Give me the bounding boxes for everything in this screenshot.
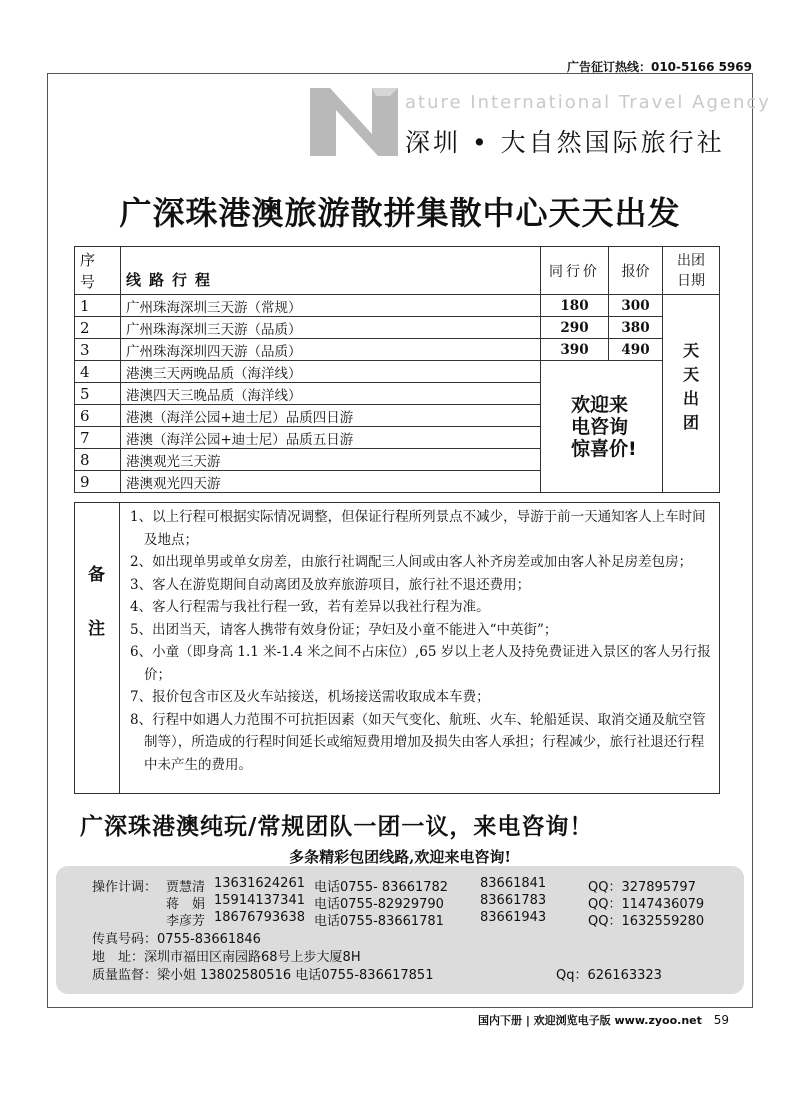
route-price-table [74,246,720,493]
operator-qq: QQ：1632559280 [588,914,705,929]
operator-name: 贾慧清 [166,880,206,895]
quote-price: 490 [609,339,663,361]
note-item: 5、出团当天，请客人携带有效身份证；孕妇及小童不能进入“中英街”； [130,621,558,638]
header-departure [663,247,720,295]
note-item: 7、报价包含市区及火车站接送，机场接送需收取成本车费； [130,689,490,705]
operator-name: 李彦芳 [166,914,206,929]
operator-mobile: 18676793638 [214,910,305,925]
route-name: 港澳观光三天游 [121,449,541,471]
table-row [75,295,720,317]
header-departure-label: 出团日期 [677,252,705,289]
quote-price: 380 [609,317,663,339]
departure-cell [663,295,720,493]
row-number: 4 [75,361,121,383]
notes-label [74,502,120,794]
note-item: 3、客人在游览期间自动离团及放弃旅游项目，旅行社不退还费用； [130,576,531,593]
operator-label: 操作计调： [92,880,158,895]
route-name: 港澳四天三晚品质（海洋线） [121,383,541,405]
route-name: 港澳三天两晚品质（海洋线） [121,361,541,383]
notes-label-char-1: 备 [88,565,105,585]
row-number: 2 [75,317,121,339]
row-number: 5 [75,383,121,405]
table-row [75,339,720,361]
operator-phone: 电话0755-82929790 [314,897,444,912]
header-seq [75,247,121,295]
operator-phone2: 83661841 [480,876,547,891]
table-row [75,361,720,383]
notes-list [130,506,715,776]
departure-daily: 天天出团 [682,341,699,432]
address: 地 址：深圳市福田区南园路68号上步大厦8H [92,950,361,965]
operator-qq: QQ：1147436079 [588,897,705,912]
note-item: 6、小童（即身高 1.1 米-1.4 米之间不占床位）,65 岁以上老人及持免费证进入景区的客人另行报价； [130,644,711,683]
quality-supervisor: 质量监督：梁小姐 13802580516 电话0755-836617851 [92,968,434,983]
note-item: 1、以上行程可根据实际情况调整，但保证行程所列景点不减少，导游于前一天通知客人上车时间及地点； [130,509,706,548]
note-item: 4、客人行程需与我社行程一致，若有差异以我社行程为准。 [130,599,490,615]
sub-promo: 多条精彩包团线路,欢迎来电咨询! [289,848,511,866]
operator-phone: 电话0755-83661781 [314,914,444,929]
header-quote: 报价 [609,247,663,295]
header-peer-price: 同行价 [541,247,609,295]
header-seq-label: 序号 [80,250,96,291]
contact-panel [56,866,744,994]
supervisor-qq: Qq：626163323 [556,968,662,983]
header-route: 线路行程 [121,247,541,295]
route-name: 广州珠海深圳四天游（品质） [121,339,541,361]
footer-divider [470,1007,750,1008]
route-name: 港澳（海洋公园+迪士尼）品质四日游 [121,405,541,427]
welcome-text: 欢迎来电咨询惊喜价! [571,393,637,460]
route-name: 广州珠海深圳三天游（品质） [121,317,541,339]
row-number: 1 [75,295,121,317]
row-number: 9 [75,471,121,493]
operator-name: 蒋 娟 [166,897,206,912]
footer [478,1012,729,1028]
peer-price: 390 [541,339,609,361]
operator-phone2: 83661783 [480,893,547,908]
route-name: 广州珠海深圳三天游（常规） [121,295,541,317]
promo-banner: 广深珠港澳纯玩/常规团队一团一议，来电咨询！ [80,814,594,840]
quote-price: 300 [609,295,663,317]
route-name: 港澳（海洋公园+迪士尼）品质五日游 [121,427,541,449]
table-header-row [75,247,720,295]
table-row [75,317,720,339]
ad-hotline: 广告征订热线：010-5166 5969 [566,60,752,74]
notes-label-char-2: 注 [88,619,105,639]
operator-qq: QQ：327895797 [588,880,696,895]
operator-mobile: 15914137341 [214,893,305,908]
operator-mobile: 13631624261 [214,876,305,891]
peer-price: 180 [541,295,609,317]
operator-phone2: 83661943 [480,910,547,925]
footer-text: 国内下册 | 欢迎浏览电子版 www.zyoo.net [478,1014,702,1027]
operator-phone: 电话0755- 83661782 [314,880,449,895]
route-name: 港澳观光四天游 [121,471,541,493]
peer-price: 290 [541,317,609,339]
fax-number: 传真号码：0755-83661846 [92,932,261,947]
row-number: 6 [75,405,121,427]
page-number: 59 [713,1013,730,1027]
row-number: 8 [75,449,121,471]
agency-name-chinese: 深圳 • 大自然国际旅行社 [405,128,725,157]
row-number: 3 [75,339,121,361]
page-title: 广深珠港澳旅游散拼集散中心天天出发 [119,194,681,232]
agency-name-english: ature International Travel Agency [405,92,771,113]
note-item: 8、行程中如遇人力范围不可抗拒因素（如天气变化、航班、火车、轮船延误、取消交通及航空管制等），所造成的行程时间延长或缩短费用增加及损失由客人承担；行程减少，旅行社退还行程中未产生的费用。 [130,711,706,773]
note-item: 2、如出现单男或单女房差，由旅行社调配三人间或由客人补齐房差或加由客人补足房差包房； [130,554,693,570]
agency-logo-icon [310,88,400,156]
row-number: 7 [75,427,121,449]
welcome-call-notice [541,361,663,493]
